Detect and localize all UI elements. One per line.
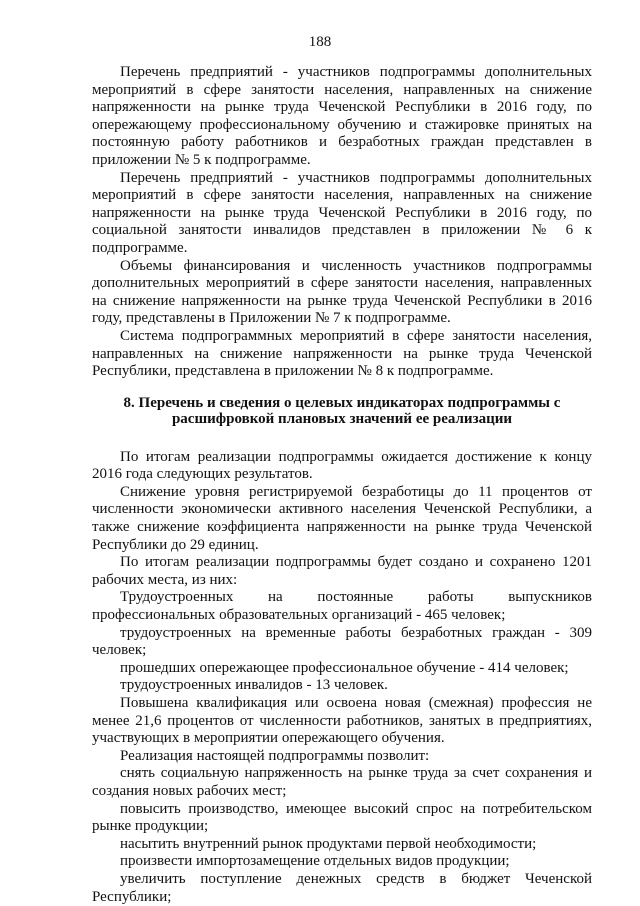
section-heading: 8. Перечень и сведения о целевых индикаторах подпрограммы с расшифровкой плановых значений ее реализации [123,394,561,427]
paragraph: Повышена квалификация или освоена новая (смежная) профессия не менее 21,6 процентов от численности работников, занятых в предприятиях, участвующих в мероприятии опережающего обучения. [92,695,592,747]
paragraph: Реализация настоящей подпрограммы позволит: [120,747,430,764]
page-number: 188 [308,34,332,50]
list-item: насытить внутренний рынок продуктами первой необходимости; [120,835,537,852]
list-item: трудоустроенных на временные работы безработных граждан - 309 человек; [92,624,592,659]
paragraph: Перечень предприятий - участников подпрограммы дополнительных мероприятий в сфере занятости населения, направленных на снижение напряженности на рынке труда Чеченской Республики в 2016 году, по социальной занятости инвалидов представлен в приложении № 6 к подпрограмме. [92,169,592,256]
list-item: Трудоустроенных на постоянные работы выпускников профессиональных образовательных организаций - 465 человек; [92,589,592,624]
list-item: прошедших опережающее профессиональное обучение - 414 человек; [120,659,569,676]
paragraph: По итогам реализации подпрограммы ожидается достижение к концу 2016 года следующих результатов. [92,448,592,483]
paragraph: По итогам реализации подпрограммы будет создано и сохранено 1201 рабочих места, из них: [92,554,592,588]
list-item: произвести импортозамещение отдельных видов продукции; [120,853,510,870]
list-item: увеличить поступление денежных средств в бюджет Чеченской Республики; [92,870,592,905]
list-item: повысить производство, имеющее высокий спрос на потребительском рынке продукции; [92,800,592,835]
paragraph: Снижение уровня регистрируемой безработицы до 11 процентов от численности экономически активного населения Чеченской Республики, а также снижение коэффициента напряженности на рынке труда Чеченской Республики до 29 единиц. [92,483,592,553]
paragraph: Объемы финансирования и численность участников подпрограммы дополнительных мероприятий в сфере занятости населения, направленных на снижение напряженности на рынке труда Чеченской Республики в 2016 году, представлены в Приложении № 7 к подпрограмме. [92,257,592,327]
list-item: трудоустроенных инвалидов - 13 человек. [120,677,388,694]
document-body [92,64,592,906]
paragraph: Система подпрограммных мероприятий в сфере занятости населения, направленных на снижение напряженности на рынке труда Чеченской Республики, представлена в приложении № 8 к подпрограмме. [92,327,592,380]
list-item: снять социальную напряженность на рынке труда за счет сохранения и создания новых рабочих мест; [92,765,592,799]
paragraph: Перечень предприятий - участников подпрограммы дополнительных мероприятий в сфере занятости населения, направленных на снижение напряженности на рынке труда Чеченской Республики в 2016 году, по опережающему профессиональному обучению и стажировке принятых на постоянную работу работников и безработных граждан представлен в приложении № 5 к подпрограмме. [92,64,592,168]
